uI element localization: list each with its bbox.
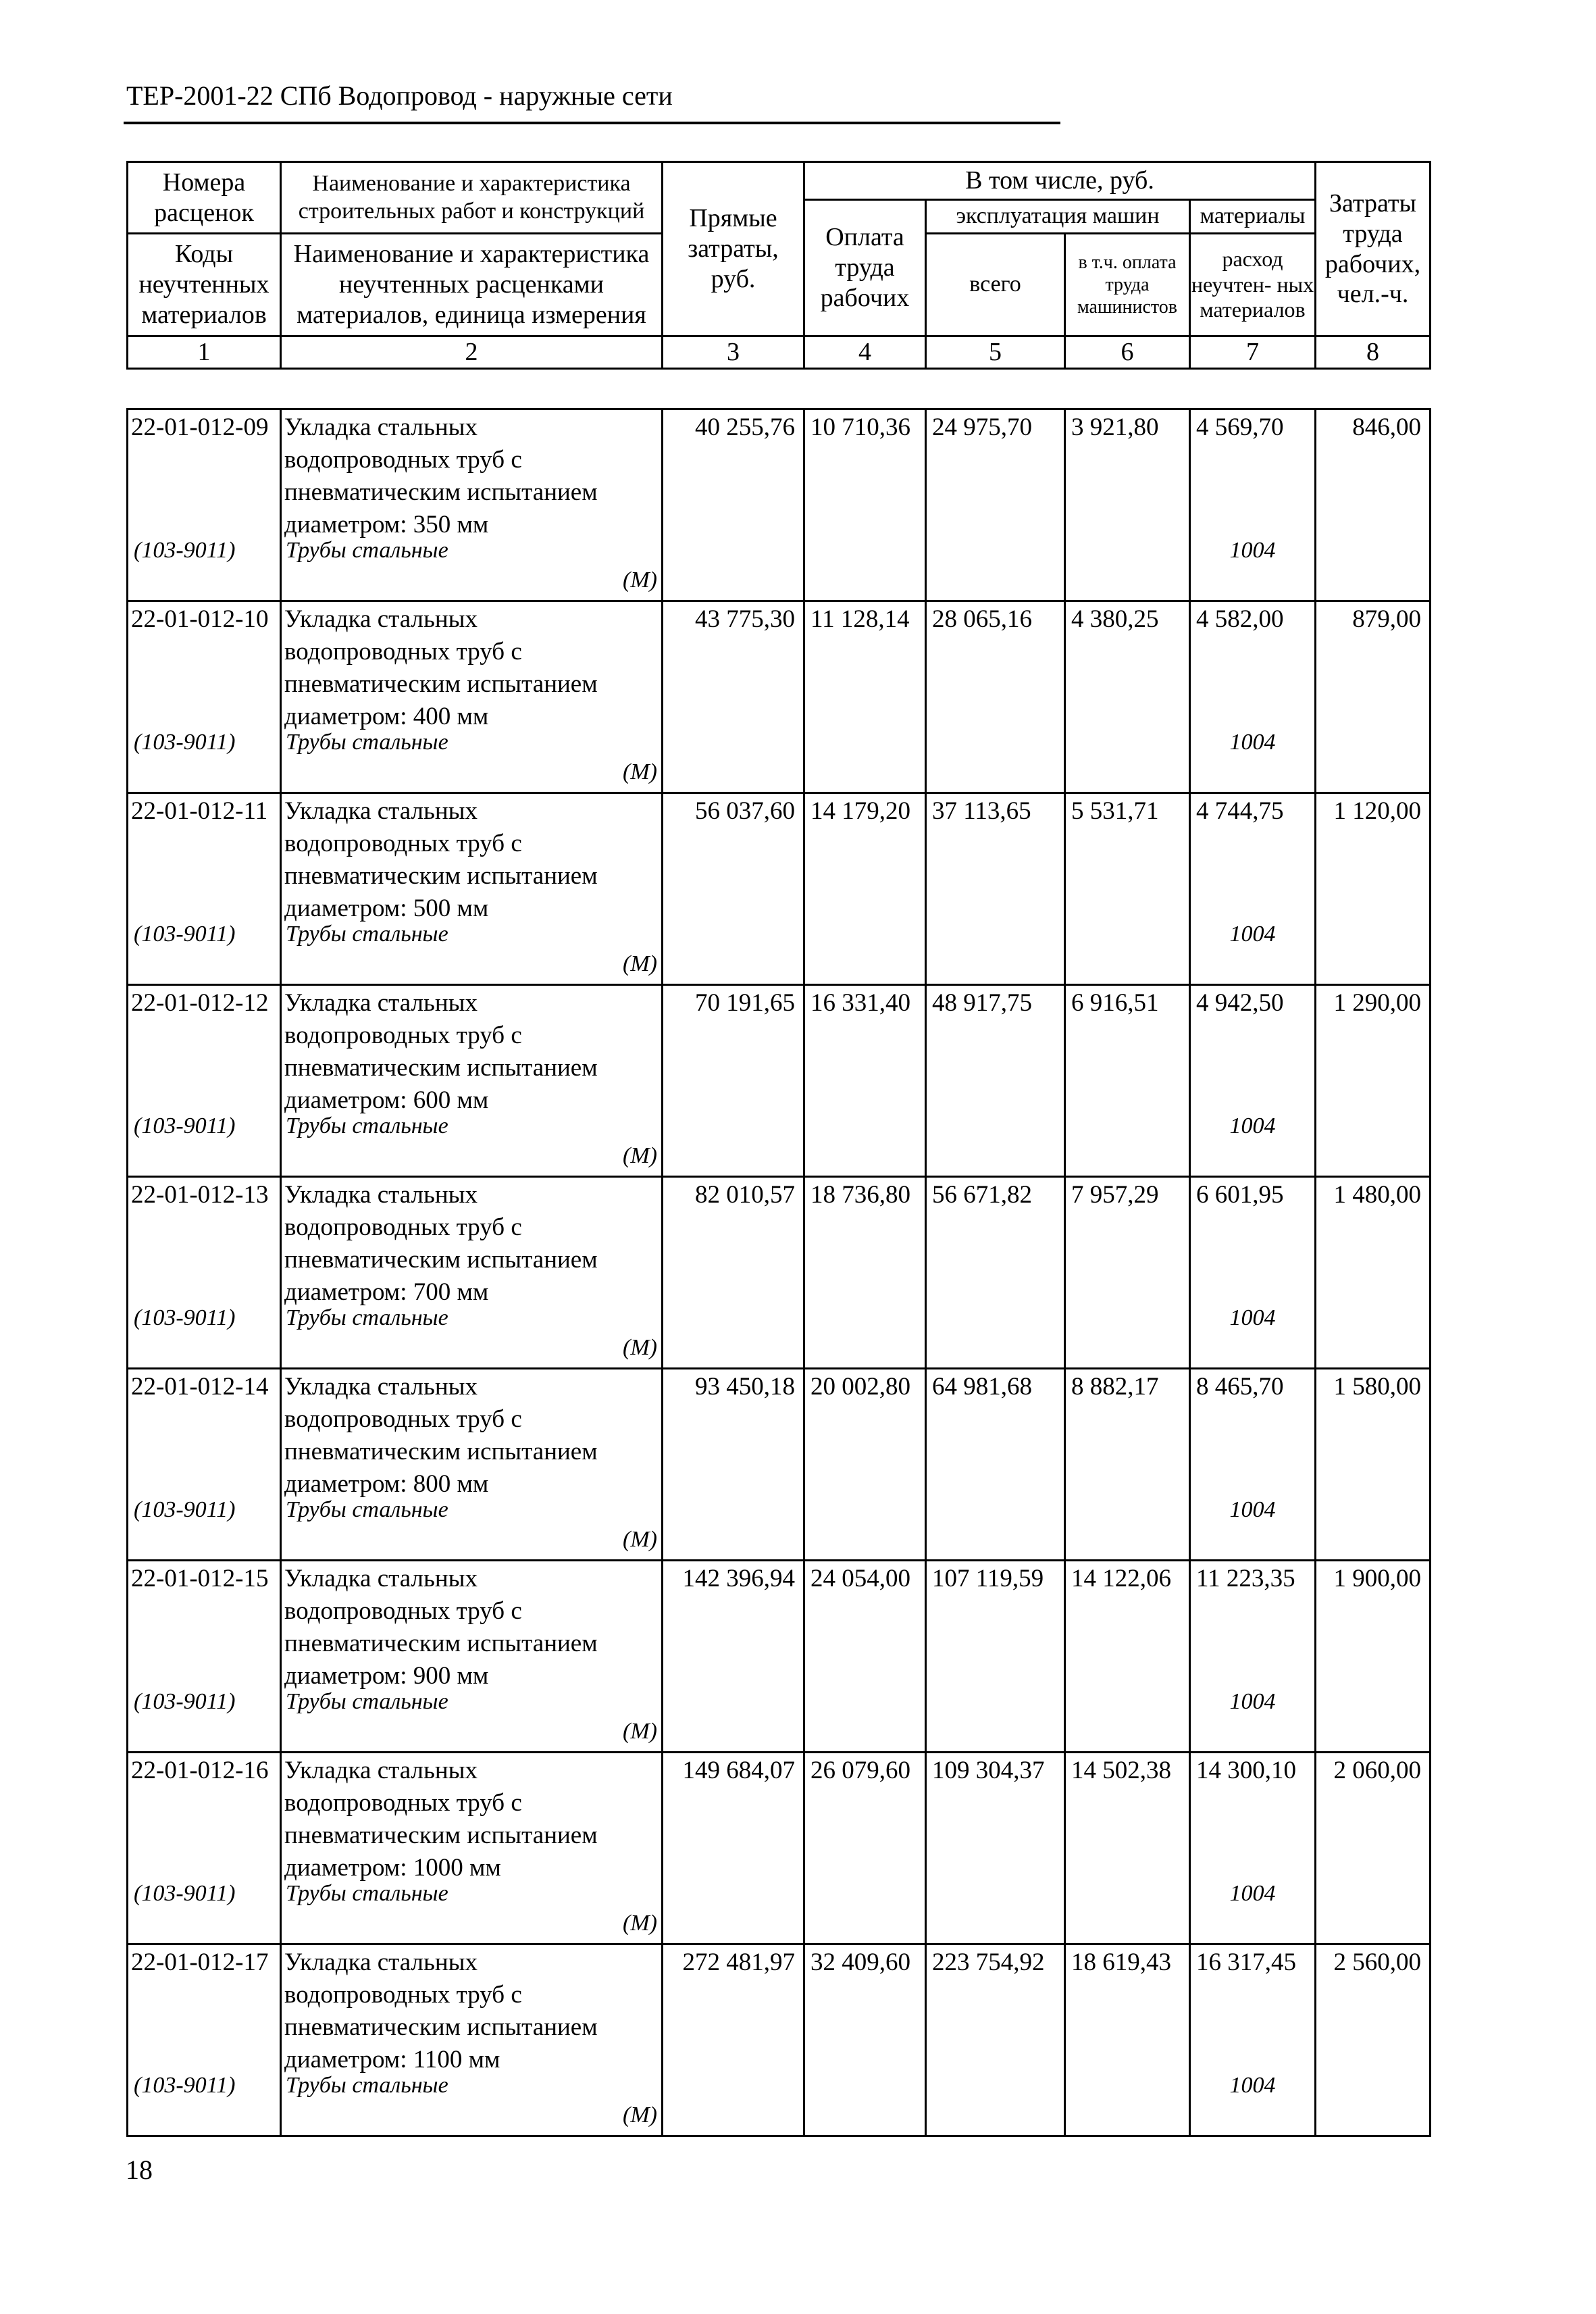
labor-hours: 1 290,00: [1333, 989, 1421, 1017]
header-number: 6: [1065, 336, 1190, 369]
material-consumption: 1004: [1229, 1689, 1276, 1714]
work-description: [282, 1946, 598, 2076]
work-description-line: водопроводных труб с: [284, 1981, 522, 2009]
table-row: [128, 1177, 1431, 1369]
labor-hours: 2 560,00: [1333, 1948, 1421, 1976]
materials-cost: 6 601,95: [1196, 1181, 1284, 1209]
material-code: (103-9011): [134, 922, 236, 947]
work-description-line: водопроводных труб с: [284, 1022, 522, 1049]
labor-cost: 14 179,20: [810, 797, 910, 825]
material-consumption: 1004: [1229, 730, 1276, 755]
work-description-line: пневматическим испытанием: [284, 1438, 598, 1465]
work-description-line: диаметром: 900 мм: [284, 1662, 489, 1690]
rate-code: 22-01-012-15: [131, 1565, 269, 1592]
materials-cell: [1190, 1753, 1316, 1944]
table-row: [128, 1944, 1431, 2136]
rate-code: 22-01-012-11: [131, 797, 268, 825]
header-col2-bottom: Наименование и характеристика неучтенных расценками материалов, единица измерения: [281, 234, 663, 336]
labor-cost: 16 331,40: [810, 989, 910, 1017]
materials-cell: [1190, 1944, 1316, 2136]
materials-cell: [1190, 1177, 1316, 1369]
material-name: Трубы стальные: [286, 1689, 448, 1714]
header-materials: материалы: [1190, 200, 1316, 234]
work-description-line: водопроводных труб с: [284, 446, 522, 474]
work-description-line: пневматическим испытанием: [284, 1821, 598, 1849]
header-group: В том числе, руб.: [804, 162, 1316, 200]
materials-cost: 4 942,50: [1196, 989, 1284, 1017]
material-code: (103-9011): [134, 1497, 236, 1522]
header-col5: всего: [926, 234, 1065, 336]
work-description-line: диаметром: 800 мм: [284, 1470, 489, 1498]
materials-cell: [1190, 409, 1316, 601]
material-code: (103-9011): [134, 730, 236, 755]
header-col4: Оплата труда рабочих: [804, 200, 926, 336]
machinist-labor-cost: 6 916,51: [1071, 989, 1159, 1017]
description-cell: [281, 1369, 663, 1561]
work-description-line: пневматическим испытанием: [284, 2013, 598, 2041]
material-name: Трубы стальные: [286, 1497, 448, 1522]
material-unit: (М): [623, 568, 657, 593]
header-number: 1: [128, 336, 281, 369]
labor-cost: 18 736,80: [810, 1181, 910, 1209]
material-name: Трубы стальные: [286, 538, 448, 563]
material-consumption: 1004: [1229, 1305, 1276, 1330]
work-description: [282, 795, 598, 925]
materials-cell: [1190, 601, 1316, 793]
rate-code-cell: [128, 1369, 281, 1561]
labor-hours: 2 060,00: [1333, 1757, 1421, 1784]
page-number: 18: [126, 2155, 153, 2185]
direct-costs: 43 775,30: [695, 605, 795, 633]
materials-cell: [1190, 1369, 1316, 1561]
work-description: [282, 411, 598, 541]
table-row: [128, 1753, 1431, 1944]
rate-code: 22-01-012-14: [131, 1373, 269, 1401]
work-description-line: пневматическим испытанием: [284, 670, 598, 698]
work-description-line: Укладка стальных: [284, 1181, 478, 1209]
material-code: (103-9011): [134, 1881, 236, 1906]
rate-code: 22-01-012-16: [131, 1757, 269, 1784]
material-code: (103-9011): [134, 538, 236, 563]
material-consumption: 1004: [1229, 1881, 1276, 1906]
machine-cost-total: 24 975,70: [932, 413, 1032, 441]
work-description-line: пневматическим испытанием: [284, 1246, 598, 1274]
work-description-line: Укладка стальных: [284, 605, 478, 633]
material-name: Трубы стальные: [286, 730, 448, 755]
work-description-line: водопроводных труб с: [284, 1213, 522, 1241]
header-col6: в т.ч. оплата труда машинистов: [1065, 234, 1190, 336]
labor-cost: 20 002,80: [810, 1373, 910, 1401]
materials-cost: 14 300,10: [1196, 1757, 1296, 1784]
work-description-line: Укладка стальных: [284, 989, 478, 1017]
machinist-labor-cost: 14 122,06: [1071, 1565, 1171, 1592]
materials-cost: 16 317,45: [1196, 1948, 1296, 1976]
labor-hours: 879,00: [1352, 605, 1421, 633]
rate-code-cell: [128, 1753, 281, 1944]
material-code: (103-9011): [134, 1689, 236, 1714]
description-cell: [281, 793, 663, 985]
work-description-line: диаметром: 500 мм: [284, 895, 489, 922]
material-consumption: 1004: [1229, 1113, 1276, 1138]
material-unit: (М): [623, 1719, 657, 1744]
material-name: Трубы стальные: [286, 1113, 448, 1138]
labor-hours: 1 120,00: [1333, 797, 1421, 825]
work-description-line: диаметром: 400 мм: [284, 703, 489, 730]
work-description-line: диаметром: 700 мм: [284, 1278, 489, 1306]
machine-cost-total: 56 671,82: [932, 1181, 1032, 1209]
work-description-line: водопроводных труб с: [284, 638, 522, 665]
materials-cost: 8 465,70: [1196, 1373, 1284, 1401]
direct-costs: 149 684,07: [682, 1757, 795, 1784]
work-description-line: Укладка стальных: [284, 1948, 478, 1976]
direct-costs: 40 255,76: [695, 413, 795, 441]
work-description-line: Укладка стальных: [284, 1373, 478, 1401]
direct-costs: 142 396,94: [682, 1565, 795, 1592]
work-description-line: водопроводных труб с: [284, 1597, 522, 1625]
work-description-line: диаметром: 350 мм: [284, 511, 489, 538]
description-cell: [281, 1177, 663, 1369]
rate-code-cell: [128, 1561, 281, 1753]
materials-cost: 4 582,00: [1196, 605, 1284, 633]
table-row: [128, 1369, 1431, 1561]
work-description-line: Укладка стальных: [284, 1565, 478, 1592]
header-col1-top: Номера расценок: [128, 162, 281, 234]
material-unit: (М): [623, 951, 657, 976]
materials-cell: [1190, 985, 1316, 1177]
materials-cell: [1190, 1561, 1316, 1753]
labor-hours: 846,00: [1352, 413, 1421, 441]
rate-code-cell: [128, 793, 281, 985]
labor-cost: 10 710,36: [810, 413, 910, 441]
rate-code: 22-01-012-09: [131, 413, 269, 441]
rate-code-cell: [128, 409, 281, 601]
material-consumption: 1004: [1229, 2073, 1276, 2098]
work-description-line: пневматическим испытанием: [284, 1054, 598, 1082]
machine-cost-total: 37 113,65: [932, 797, 1031, 825]
work-description-line: диаметром: 600 мм: [284, 1086, 489, 1114]
work-description: [282, 1755, 598, 1884]
labor-hours: 1 580,00: [1333, 1373, 1421, 1401]
header-number: 7: [1190, 336, 1316, 369]
direct-costs: 56 037,60: [695, 797, 795, 825]
machine-cost-total: 28 065,16: [932, 605, 1032, 633]
rate-code: 22-01-012-12: [131, 989, 269, 1017]
work-description-line: водопроводных труб с: [284, 1789, 522, 1817]
header-number: 2: [281, 336, 663, 369]
work-description: [282, 987, 598, 1117]
description-cell: [281, 409, 663, 601]
work-description: [282, 1179, 598, 1309]
machinist-labor-cost: 4 380,25: [1071, 605, 1159, 633]
table-row: [128, 985, 1431, 1177]
material-unit: (М): [623, 2103, 657, 2128]
header-col8: Затраты труда рабочих, чел.-ч.: [1316, 162, 1431, 336]
material-name: Трубы стальные: [286, 922, 448, 947]
machinist-labor-cost: 8 882,17: [1071, 1373, 1159, 1401]
rate-code-cell: [128, 1944, 281, 2136]
materials-cost: 4 569,70: [1196, 413, 1284, 441]
header-rule: [124, 122, 1060, 124]
work-description-line: диаметром: 1100 мм: [284, 2046, 500, 2073]
header-number: 5: [926, 336, 1065, 369]
material-code: (103-9011): [134, 1113, 236, 1138]
materials-cost: 4 744,75: [1196, 797, 1284, 825]
table-row: [128, 1561, 1431, 1753]
machine-cost-total: 109 304,37: [932, 1757, 1045, 1784]
header-number: 4: [804, 336, 926, 369]
table-header: [126, 161, 1431, 370]
table-row: [128, 409, 1431, 601]
description-cell: [281, 601, 663, 793]
work-description-line: Укладка стальных: [284, 1757, 478, 1784]
machinist-labor-cost: 7 957,29: [1071, 1181, 1159, 1209]
machine-cost-total: 64 981,68: [932, 1373, 1032, 1401]
work-description-line: пневматическим испытанием: [284, 862, 598, 890]
header-machines: эксплуатация машин: [926, 200, 1190, 234]
rate-code: 22-01-012-13: [131, 1181, 269, 1209]
work-description: [282, 1563, 598, 1692]
page-header: ТЕР-2001-22 СПб Водопровод - наружные сети: [126, 80, 673, 111]
direct-costs: 70 191,65: [695, 989, 795, 1017]
labor-cost: 26 079,60: [810, 1757, 910, 1784]
material-name: Трубы стальные: [286, 1305, 448, 1330]
labor-hours: 1 480,00: [1333, 1181, 1421, 1209]
rates-table: [126, 408, 1431, 2137]
labor-cost: 24 054,00: [810, 1565, 910, 1592]
machinist-labor-cost: 5 531,71: [1071, 797, 1159, 825]
description-cell: [281, 985, 663, 1177]
work-description-line: пневматическим испытанием: [284, 478, 598, 506]
work-description-line: диаметром: 1000 мм: [284, 1854, 501, 1882]
material-unit: (М): [623, 1527, 657, 1552]
material-unit: (М): [623, 1911, 657, 1936]
work-description-line: водопроводных труб с: [284, 1405, 522, 1433]
machine-cost-total: 223 754,92: [932, 1948, 1045, 1976]
material-consumption: 1004: [1229, 1497, 1276, 1522]
materials-cell: [1190, 793, 1316, 985]
machinist-labor-cost: 18 619,43: [1071, 1948, 1171, 1976]
rate-code: 22-01-012-17: [131, 1948, 269, 1976]
rate-code: 22-01-012-10: [131, 605, 269, 633]
work-description-line: пневматическим испытанием: [284, 1630, 598, 1657]
header-col2-top: Наименование и характеристика строительных работ и конструкций: [281, 162, 663, 234]
header-col7: расход неучтен- ных материалов: [1190, 234, 1316, 336]
direct-costs: 93 450,18: [695, 1373, 795, 1401]
machinist-labor-cost: 3 921,80: [1071, 413, 1159, 441]
header-number: 3: [663, 336, 804, 369]
work-description-line: водопроводных труб с: [284, 830, 522, 857]
material-code: (103-9011): [134, 1305, 236, 1330]
work-description: [282, 1371, 598, 1501]
header-col3: Прямые затраты, руб.: [663, 162, 804, 336]
rate-code-cell: [128, 1177, 281, 1369]
description-cell: [281, 1753, 663, 1944]
labor-cost: 11 128,14: [810, 605, 910, 633]
labor-cost: 32 409,60: [810, 1948, 910, 1976]
work-description-line: Укладка стальных: [284, 413, 478, 441]
material-consumption: 1004: [1229, 922, 1276, 947]
work-description: [282, 603, 598, 733]
material-unit: (М): [623, 1335, 657, 1360]
material-consumption: 1004: [1229, 538, 1276, 563]
work-description-line: Укладка стальных: [284, 797, 478, 825]
rate-code-cell: [128, 601, 281, 793]
table-row: [128, 793, 1431, 985]
material-unit: (М): [623, 759, 657, 784]
machine-cost-total: 48 917,75: [932, 989, 1032, 1017]
machinist-labor-cost: 14 502,38: [1071, 1757, 1171, 1784]
description-cell: [281, 1944, 663, 2136]
labor-hours: 1 900,00: [1333, 1565, 1421, 1592]
material-name: Трубы стальные: [286, 1881, 448, 1906]
header-number: 8: [1316, 336, 1431, 369]
table-row: [128, 601, 1431, 793]
material-code: (103-9011): [134, 2073, 236, 2098]
materials-cost: 11 223,35: [1196, 1565, 1295, 1592]
material-unit: (М): [623, 1143, 657, 1168]
machine-cost-total: 107 119,59: [932, 1565, 1044, 1592]
material-name: Трубы стальные: [286, 2073, 448, 2098]
direct-costs: 82 010,57: [695, 1181, 795, 1209]
direct-costs: 272 481,97: [682, 1948, 795, 1976]
header-col1-bottom: Коды неучтенных материалов: [128, 234, 281, 336]
rate-code-cell: [128, 985, 281, 1177]
description-cell: [281, 1561, 663, 1753]
